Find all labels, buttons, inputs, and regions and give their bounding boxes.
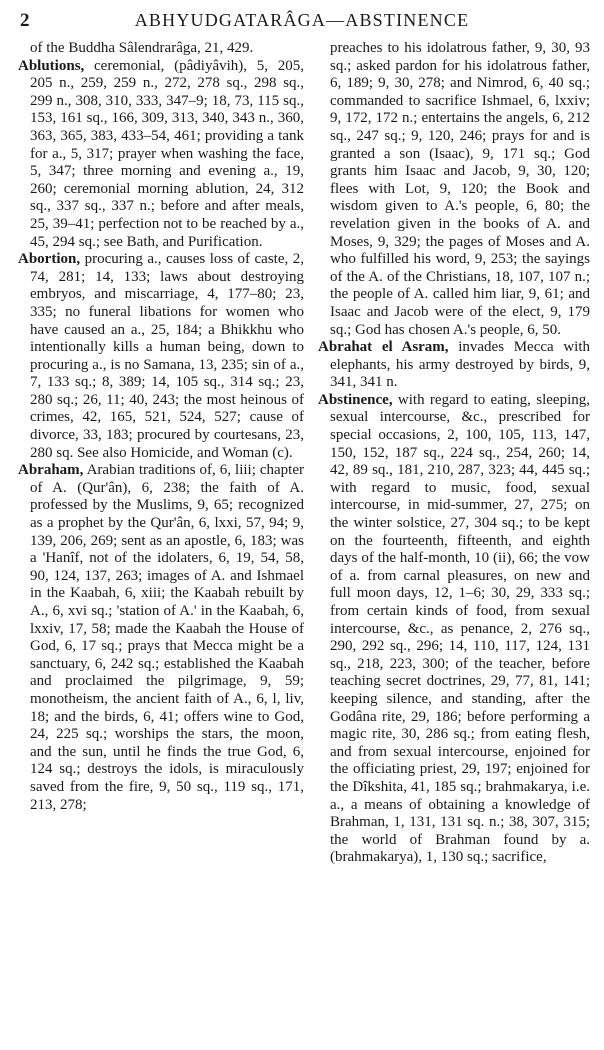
entry-text: with regard to eating, sleeping, sexual intercourse, &c., prescribed for special occasions, 2, 100, 105, 113, 147, 150, 152, 187 sq., 224 sq., 254, 260; 14, 42, 89 sq., 181, 210, 287, 323; 44, 445 sq.; with regard to music, food, sexual intercourse, in mid-summer, 27, 275; on the winter solstice, 27, 304 sq.; to be kept on the fourteenth, fifteenth, and eighth days of the half-month, 10 (ii), 66; the vow of a. from carnal pleasures, on new and full moon days, 12, 1–6; 30, 29, 333 sq.; from certain kinds of food, from sexual intercourse, &c., as penance, 2, 276 sq., 290, 292 sq., 296; 14, 110, 117, 124, 131 sq., 218, 223, 300; of the teacher, before teaching secret doctrines, 29, 77, 81, 141; keeping silence, and standing, after the Godâna rite, 29, 186; before performing a magic rite, 30, 286 sq.; from eating flesh, and from sexual intercourse, enjoined for the officiating priest, 29, 197; enjoined for the Dîkshita, 41, 185 sq.; brahmakarya, i.e. a., a means of obtaining a knowledge of Brahman, 1, 131, 131 sq. n.; 38, 307, 315; the world of Brahman found by a. (brahmakarya), 1, 130 sq.; sacrifice, <box>330 391 590 866</box>
entry-heading: Abrahat el Asram, <box>318 339 449 356</box>
entry-text: Arabian traditions of, 6, liii; chapter of A. (Qur'ân), 6, 238; the faith of A. professed by the Muslims, 9, 65; recognized as a prophet by the Qur'ân, 6, lxxi, 57, 94; 9, 139, 206, 269; sent as an apostle, 6, 183; was a 'Hanîf, not of the idolaters, 6, 19, 54, 58, 90, 124, 137, 263; images of A. and Ishmael in the Kaabah, 6, xiii; the Kaabah rebuilt by A., 6, xvi sq.; 'station of A.' in the Kaabah, 6, lxxiv, 17, 58; made the Kaabah the House of God, 6, 17 sq.; prays that Mecca might be a sanctuary, 6, 242 sq.; established the Kaabah and proclaimed the pilgrimage, 9, 59; monotheism, the ancient faith of A., 6, l, liv, 18; and the birds, 6, 41; offers wine to God, 24, 225 sq.; worships the stars, the moon, and the sun, until he finds the true God, 6, 124 sq.; destroys the idols, is miraculously saved from the fire, 9, 50 sq., 119 sq., 171, 213, 278; <box>30 462 304 813</box>
left-column <box>18 40 304 814</box>
entry-heading: Abortion, <box>18 251 81 268</box>
index-entry <box>318 392 590 867</box>
entry-text: invades Mecca with elephants, his army destroyed by birds, 9, 341, 341 n. <box>330 339 590 391</box>
entry-text: of the Buddha Sâlendrarâga, 21, 429. <box>30 40 254 56</box>
page-number: 2 <box>20 10 30 31</box>
right-column <box>318 40 590 867</box>
index-entry <box>18 58 304 252</box>
index-entry-continuation <box>18 40 304 58</box>
index-entry <box>18 462 304 814</box>
entry-heading: Abstinence, <box>318 391 393 408</box>
running-head: ABHYUDGATARÂGA—ABSTINENCE <box>134 10 470 30</box>
entry-heading: Ablutions, <box>18 57 85 74</box>
entry-text: preaches to his idolatrous father, 9, 30, 93 sq.; asked pardon for his idolatrous father, 6, 189; 9, 30, 278; and Nimrod, 6, 40 sq.; commanded to sacrifice Ishmael, 6, lxxiv; 9, 172, 172 n.; entertains the angels, 6, 212 sq., 247 sq.; 9, 120, 246; prays for and is granted a son (Isaac), 9, 171 sq.; God grants him Isaac and Jacob, 9, 30, 120; flees with Lot, 9, 120; the Book and wisdom given to A.'s people, 6, 80; the revelation given in the books of A. and Moses, 9, 329; the pages of Moses and A. who fulfilled his word, 9, 253; the sayings of the A. of the Christians, 18, 107, 107 n.; the people of A. called him liar, 9, 61; and Isaac and Jacob were of the elect, 9, 179 sq.; God has chosen A.'s people, 6, 50. <box>330 40 590 338</box>
page-header <box>0 6 604 36</box>
entry-text: procuring a., causes loss of caste, 2, 74, 281; 14, 133; laws about destroying embryos, and miscarriage, 4, 177–80; 23, 335; no funeral libations for women who have caused an a., 25, 184; a Bhikkhu who intentionally kills a human being, down to procuring a., is no Samana, 13, 235; sin of a., 7, 133 sq.; 8, 389; 14, 105 sq., 314 sq.; 23, 280 sq.; 26, 11; 40, 243; the most heinous of crimes, 42, 165, 521, 524, 527; cause of divorce, 33, 183; procured by courtesans, 23, 280 sq. See also Homicide, and Woman (c). <box>30 251 304 461</box>
index-entry <box>318 339 590 392</box>
entry-text: ceremonial, (pâdiyâvih), 5, 205, 205 n., 259, 259 n., 272, 278 sq., 298 sq., 299 n., 308, 310, 333, 347–9; 18, 73, 115 sq., 153, 161 sq., 166, 309, 313, 340, 343 n., 360, 363, 365, 383, 433–54, 461; providing a tank for a., 5, 317; prayer when washing the face, 5, 347; three morning and evening a., 19, 260; ceremonial morning ablution, 24, 312 sq., 337 sq., 337 n.; before and after meals, 25, 39–41; perfection not to be reached by a., 45, 294 sq.; see Bath, and Purification. <box>30 57 304 250</box>
entry-heading: Abraham, <box>18 462 84 479</box>
index-entry-continuation <box>318 40 590 339</box>
index-entry <box>18 251 304 462</box>
